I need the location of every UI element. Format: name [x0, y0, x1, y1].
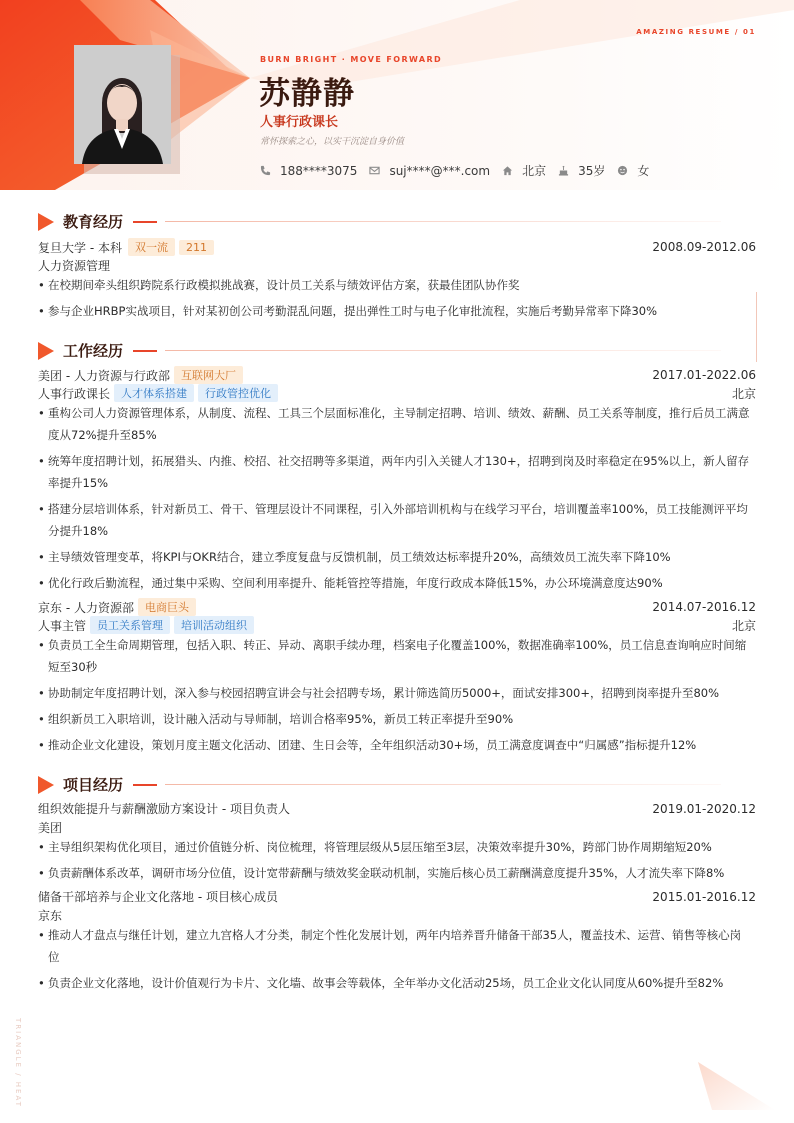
role-tag: 员工关系管理	[90, 616, 170, 634]
list-item: • 主导绩效管理变革，将KPI与OKR结合，建立季度复盘与反馈机制，员工绩效达标率提升20%，高绩效员工流失率下降10%	[38, 546, 750, 568]
school-tag: 211	[179, 240, 214, 255]
company-name: 美团 - 人力资源与行政部	[38, 368, 170, 383]
contact-city	[502, 162, 546, 179]
motto: 常怀探索之心，以实干沉淀自身价值	[260, 137, 405, 147]
job-city: 北京	[731, 386, 756, 401]
list-item: • 参与企业HRBP实战项目，针对某初创公司考勤混乱问题，提出弹性工时与电子化审批流程，实施后考勤异常率下降30%	[38, 300, 750, 322]
section-heading: 项目经历	[63, 776, 124, 794]
candidate-name: 苏静静	[259, 76, 355, 112]
avatar	[74, 45, 171, 164]
job-company-row	[38, 366, 756, 384]
list-item: • 搭建分层培训体系，针对新员工、骨干、管理层设计不同课程，引入外部培训机构与在线学习平台，培训覆盖率100%，员工技能测评平均分提升18%	[38, 498, 750, 542]
project-section-title	[38, 774, 758, 795]
triangle-icon	[38, 776, 54, 794]
project-row	[38, 800, 756, 817]
list-item: • 协助制定年度招聘计划，深入参与校园招聘宣讲会与社会招聘专场，累计筛选简历5000+，面试安排300+，招聘到岗率提升至80%	[38, 682, 750, 704]
contact-gender	[617, 162, 649, 179]
list-item: • 优化行政后勤流程，通过集中采购、空间利用率提升、能耗管控等措施，年度行政成本降低15%，办公环境满意度达90%	[38, 572, 750, 594]
project-period: 2019.01-2020.12	[652, 801, 756, 816]
education-row	[38, 238, 756, 256]
list-item: • 推动人才盘点与继任计划，建立九宫格人才分类，制定个性化发展计划，两年内培养晋升储备干部35人，覆盖技术、运营、销售等核心岗位	[38, 924, 750, 968]
gender-value: 女	[637, 164, 650, 178]
corner-triangle-decor	[690, 1060, 780, 1115]
section-heading: 工作经历	[63, 342, 124, 360]
city-value: 北京	[522, 164, 547, 178]
phone-value: 188****3075	[280, 163, 358, 178]
job-period: 2014.07-2016.12	[652, 600, 756, 614]
school-name: 复旦大学 - 本科	[38, 240, 122, 255]
profile-photo	[74, 45, 172, 165]
heading-dash	[133, 350, 157, 352]
mail-icon	[369, 165, 380, 176]
job-company-row	[38, 598, 756, 616]
list-item: • 统筹年度招聘计划，拓展猎头、内推、校招、社交招聘等多渠道，两年内引入关键人才130+，招聘到岗及时率稳定在95%以上，新人留存率提升15%	[38, 450, 750, 494]
job-role: 人事行政课长	[38, 386, 111, 401]
role-tag: 行政管控优化	[198, 384, 278, 402]
heading-dash	[133, 784, 157, 786]
list-item: • 重构公司人力资源管理体系，从制度、流程、工具三个层面标准化，主导制定招聘、培训、绩效、薪酬、员工关系等制度，推行后员工满意度从72%提升至85%	[38, 402, 750, 446]
heading-line	[165, 221, 721, 222]
role-tag: 培训活动组织	[174, 616, 254, 634]
education-section-title	[38, 211, 758, 232]
heading-line	[165, 784, 721, 785]
side-watermark: TRIANGLE / HEAT	[14, 1018, 22, 1108]
job-period: 2017.01-2022.06	[652, 368, 756, 382]
page-tag: AMAZING RESUME / 01	[636, 28, 756, 36]
heading-dash	[133, 221, 157, 223]
project-row	[38, 888, 756, 905]
phone-icon	[260, 165, 271, 176]
gender-icon	[617, 165, 628, 176]
role-tag: 人才体系搭建	[114, 384, 194, 402]
heading-line	[165, 350, 721, 351]
age-value: 35岁	[578, 164, 606, 178]
job-role-row	[38, 616, 756, 634]
contact-bar	[260, 162, 661, 179]
triangle-icon	[38, 213, 54, 231]
list-item: • 负责企业文化落地，设计价值观行为卡片、文化墙、故事会等载体，全年举办文化活动25场，员工企业文化认同度从60%提升至82%	[38, 972, 750, 994]
list-item: • 负责员工全生命周期管理，包括入职、转正、异动、离职手续办理，档案电子化覆盖100%，数据准确率100%，员工信息查询响应时间缩短至30秒	[38, 634, 750, 678]
project-period: 2015.01-2016.12	[652, 889, 756, 904]
company-tag: 互联网大厂	[174, 366, 243, 384]
email-value: suj****@***.com	[389, 163, 491, 178]
slogan: BURN BRIGHT · MOVE FORWARD	[260, 55, 443, 64]
education-period: 2008.09-2012.06	[652, 240, 756, 254]
project-name: 储备干部培养与企业文化落地 - 项目核心成员	[38, 890, 278, 904]
list-item: • 在校期间牵头组织跨院系行政模拟挑战赛，设计员工关系与绩效评估方案，获最佳团队协作奖	[38, 274, 750, 296]
work-section-title	[38, 340, 758, 361]
home-icon	[502, 165, 513, 176]
job-role-row	[38, 384, 756, 402]
list-item: • 推动企业文化建设，策划月度主题文化活动、团建、生日会等，全年组织活动30+场，员工满意度调查中“归属感”指标提升12%	[38, 734, 750, 756]
company-tag: 电商巨头	[138, 598, 196, 616]
section-heading: 教育经历	[63, 213, 124, 231]
contact-email	[369, 164, 490, 178]
job-role: 人事主管	[38, 618, 87, 633]
project-name: 组织效能提升与薪酬激励方案设计 - 项目负责人	[38, 802, 290, 816]
project-org: 京东	[38, 909, 63, 923]
company-name: 京东 - 人力资源部	[38, 600, 134, 615]
contact-phone	[260, 164, 357, 178]
project-org: 美团	[38, 821, 63, 835]
job-city: 北京	[731, 618, 756, 633]
list-item: • 负责薪酬体系改革，调研市场分位值，设计宽带薪酬与绩效奖金联动机制，实施后核心员工薪酬满意度提升35%，人才流失率下降8%	[38, 862, 750, 884]
major: 人力资源管理	[38, 259, 111, 273]
triangle-icon	[38, 342, 54, 360]
job-title: 人事行政课长	[260, 115, 339, 130]
contact-age	[558, 162, 605, 179]
list-item: • 主导组织架构优化项目，通过价值链分析、岗位梳理，将管理层级从5层压缩至3层，决策效率提升30%，跨部门协作周期缩短20%	[38, 836, 750, 858]
list-item: • 组织新员工入职培训，设计融入活动与导师制，培训合格率95%，新员工转正率提升至90%	[38, 708, 750, 730]
cake-icon	[558, 165, 569, 176]
school-tag: 双一流	[128, 238, 175, 256]
